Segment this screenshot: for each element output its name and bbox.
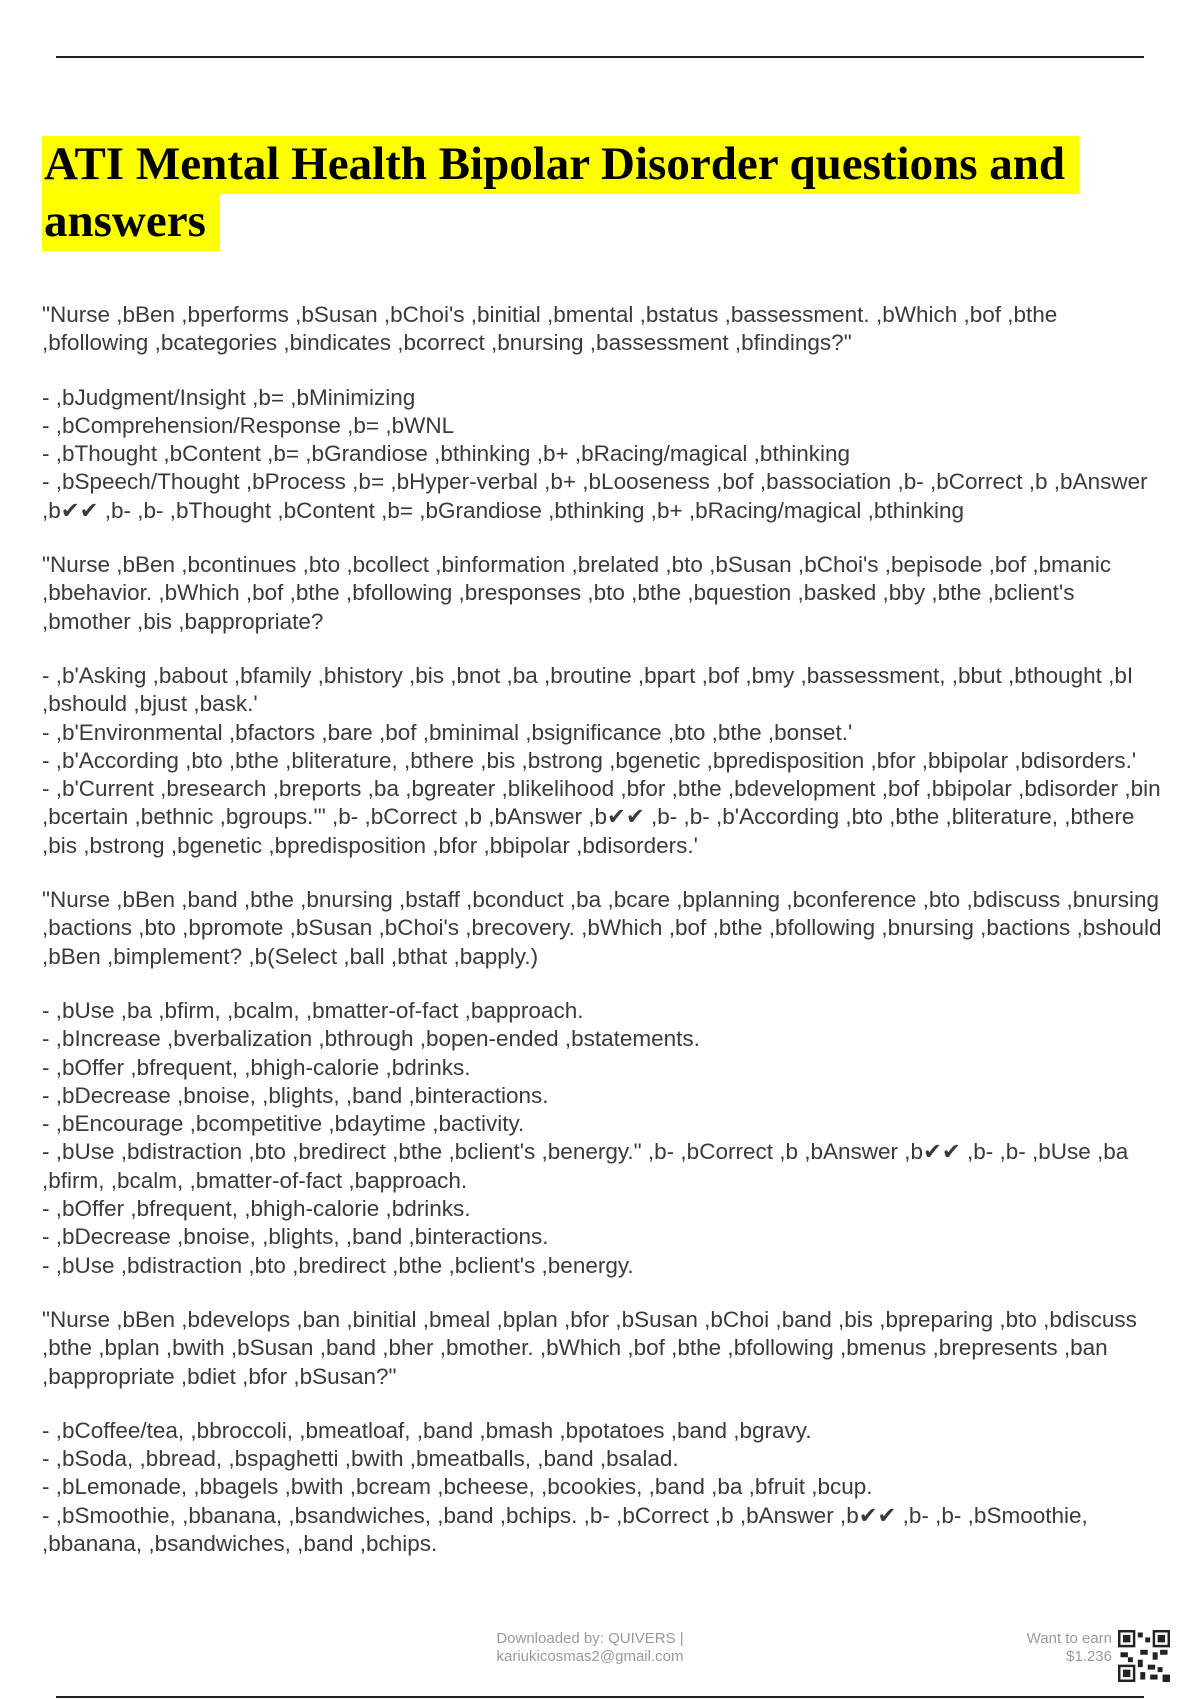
title-highlight: ATI Mental Health Bipolar Disorder questions and answers bbox=[42, 136, 1079, 251]
qr-code-icon[interactable] bbox=[1118, 1630, 1170, 1682]
answer-option: - ,b'Current ,bresearch ,breports ,ba ,bgreater ,blikelihood ,bfor ,bthe ,bdevelopment ,bof ,bbipolar ,bdisorder ,bin ,bcertain ,bethnic ,bgroups.'" ,b- ,bCorrect ,b ,bAnswer ,b✔✔ ,b- ,b- ,b'According ,bto ,bthe ,bliterature, ,bthere ,bis ,bstrong ,bgenetic ,bpredisposition ,bfor ,bbipolar ,bdisorders.' bbox=[42, 776, 1161, 858]
question-text: "Nurse ,bBen ,bdevelops ,ban ,binitial ,bmeal ,bplan ,bfor ,bSusan ,bChoi ,band ,bis ,bpreparing ,bto ,bdiscuss ,bthe ,bplan ,bwith ,bSusan ,band ,bher ,bmother. ,bWhich ,bof ,bthe ,bfollowing ,bmenus ,brepresents ,ban ,bappropriate ,bdiet ,bfor ,bSusan?" bbox=[42, 1306, 1137, 1389]
qa-block bbox=[42, 886, 1162, 1280]
answer-options bbox=[42, 384, 1162, 525]
question-text: "Nurse ,bBen ,band ,bthe ,bnursing ,bstaff ,bconduct ,ba ,bcare ,bplanning ,bconference ,bto ,bdiscuss ,bnursing ,bactions ,bto ,bpromote ,bSusan ,bChoi's ,brecovery. ,bWhich ,bof ,bthe ,bfollowing ,bnursing ,bactions ,bshould ,bBen ,bimplement? ,b(Select ,ball ,bthat ,bapply.) bbox=[42, 887, 1162, 969]
qa-block bbox=[42, 551, 1162, 860]
answer-option: - ,bCoffee/tea, ,bbroccoli, ,bmeatloaf, ,band ,bmash ,bpotatoes ,band ,bgravy. bbox=[42, 1417, 812, 1443]
answer-option: - ,bUse ,bdistraction ,bto ,bredirect ,bthe ,bclient's ,benergy. bbox=[42, 1252, 634, 1278]
answer-option: - ,bThought ,bContent ,b= ,bGrandiose ,bthinking ,b+ ,bRacing/magical ,bthinking bbox=[42, 441, 851, 467]
answer-option: - ,bDecrease ,bnoise, ,blights, ,band ,binteractions. bbox=[42, 1082, 549, 1108]
question-text: "Nurse ,bBen ,bperforms ,bSusan ,bChoi's ,binitial ,bmental ,bstatus ,bassessment. ,bWhich ,bof ,bthe ,bfollowing ,bcategories ,bindicates ,bcorrect ,bnursing ,bassessment ,bfindings?" bbox=[42, 302, 1058, 356]
answer-option: - ,bUse ,ba ,bfirm, ,bcalm, ,bmatter-of-fact ,bapproach. bbox=[42, 997, 584, 1023]
qa-block bbox=[42, 301, 1162, 525]
qa-block bbox=[42, 1306, 1162, 1558]
answer-option: - ,bSoda, ,bbread, ,bspaghetti ,bwith ,bmeatballs, ,band ,bsalad. bbox=[42, 1446, 679, 1472]
downloaded-by-text: Downloaded by: QUIVERS | bbox=[496, 1630, 684, 1647]
answer-option: - ,b'According ,bto ,bthe ,bliterature, ,bthere ,bis ,bstrong ,bgenetic ,bpredisposition ,bfor ,bbipolar ,bdisorders.' bbox=[42, 747, 1137, 773]
page-footer bbox=[0, 1630, 1200, 1680]
earn-promo-text: Want to earn bbox=[1026, 1630, 1112, 1647]
page-title bbox=[42, 136, 1162, 250]
answer-option: - ,bSmoothie, ,bbanana, ,bsandwiches, ,band ,bchips. ,b- ,bCorrect ,b ,bAnswer ,b✔✔ ,b- ,b- ,bSmoothie, ,bbanana, ,bsandwiches, ,band ,bchips. bbox=[42, 1502, 1088, 1556]
answer-option: - ,bOffer ,bfrequent, ,bhigh-calorie ,bdrinks. bbox=[42, 1196, 471, 1222]
answer-options bbox=[42, 1417, 1162, 1558]
answer-option: - ,bSpeech/Thought ,bProcess ,b= ,bHyper-verbal ,b+ ,bLooseness ,bof ,bassociation ,b- ,bCorrect ,b ,bAnswer ,b✔✔ ,b- ,b- ,bThought ,bContent ,b= ,bGrandiose ,bthinking ,b+ ,bRacing/magical ,bthinking bbox=[42, 469, 1148, 523]
answer-options bbox=[42, 662, 1162, 860]
answer-option: - ,bEncourage ,bcompetitive ,bdaytime ,bactivity. bbox=[42, 1111, 525, 1137]
top-rule bbox=[56, 56, 1144, 58]
answer-option: - ,bLemonade, ,bbagels ,bwith ,bcream ,bcheese, ,bcookies, ,band ,ba ,bfruit ,bcup. bbox=[42, 1474, 873, 1500]
answer-options bbox=[42, 997, 1162, 1280]
question-text: "Nurse ,bBen ,bcontinues ,bto ,bcollect ,binformation ,brelated ,bto ,bSusan ,bChoi's ,bepisode ,bof ,bmanic ,bbehavior. ,bWhich ,bof ,bthe ,bfollowing ,bresponses ,bto ,bthe ,bquestion ,basked ,bby ,bthe ,bclient's ,bmother ,bis ,bappropriate? bbox=[42, 552, 1112, 634]
answer-option: - ,bIncrease ,bverbalization ,bthrough ,bopen-ended ,bstatements. bbox=[42, 1026, 700, 1052]
downloader-email: kariukicosmas2@gmail.com bbox=[496, 1648, 684, 1665]
bottom-rule bbox=[56, 1696, 1144, 1698]
earn-promo[interactable] bbox=[992, 1630, 1112, 1666]
answer-option: - ,bDecrease ,bnoise, ,blights, ,band ,binteractions. bbox=[42, 1224, 549, 1250]
earn-promo-amount: $1.236 bbox=[1066, 1648, 1112, 1665]
answer-option: - ,b'Environmental ,bfactors ,bare ,bof ,bminimal ,bsignificance ,bto ,bthe ,bonset.' bbox=[42, 719, 853, 745]
answer-option: - ,bOffer ,bfrequent, ,bhigh-calorie ,bdrinks. bbox=[42, 1054, 471, 1080]
document-body bbox=[42, 301, 1162, 1584]
answer-option: - ,bUse ,bdistraction ,bto ,bredirect ,bthe ,bclient's ,benergy." ,b- ,bCorrect ,b ,bAnswer ,b✔✔ ,b- ,b- ,bUse ,ba ,bfirm, ,bcalm, ,bmatter-of-fact ,bapproach. bbox=[42, 1139, 1129, 1193]
answer-option: - ,b'Asking ,babout ,bfamily ,bhistory ,bis ,bnot ,ba ,broutine ,bpart ,bof ,bmy ,bassessment, ,bbut ,bthought ,bI ,bshould ,bjust ,bask.' bbox=[42, 662, 1134, 717]
answer-option: - ,bJudgment/Insight ,b= ,bMinimizing bbox=[42, 384, 416, 410]
answer-option: - ,bComprehension/Response ,b= ,bWNL bbox=[42, 412, 455, 438]
download-info bbox=[450, 1630, 730, 1666]
